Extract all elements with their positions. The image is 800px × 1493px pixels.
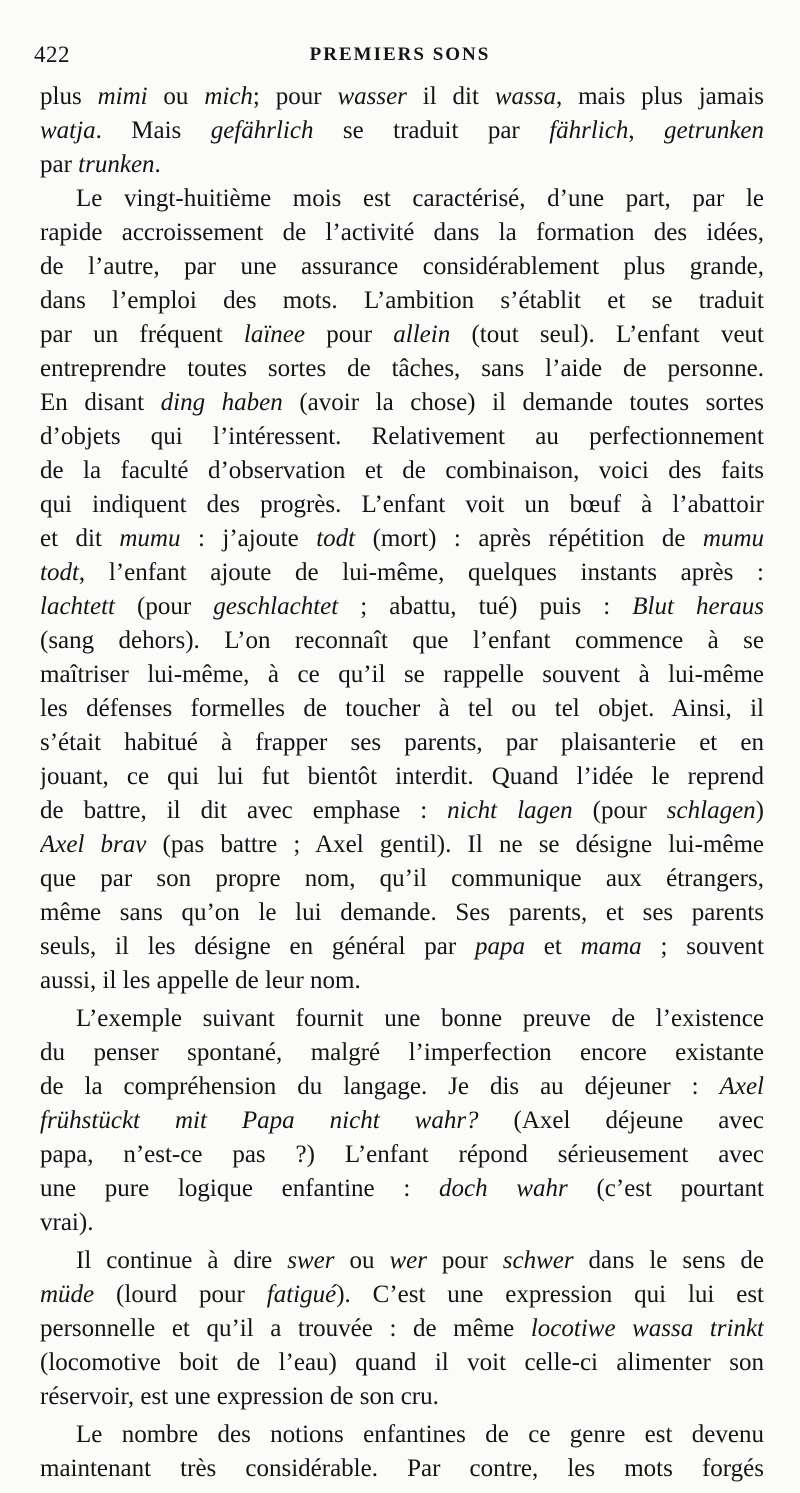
text-run: entreprendre toutes sortes de tâches, sans l’aide de personne. (40, 355, 764, 382)
text-run: de la faculté d’observation et de combinaison, voici des faits (40, 457, 764, 484)
italic-run: nicht lagen (447, 797, 573, 824)
text-line (40, 692, 764, 726)
text-run: et dit (40, 525, 120, 552)
italic-run: wer (389, 1247, 427, 1274)
text-run: ou (334, 1247, 390, 1274)
text-run: par un fréquent (40, 321, 244, 348)
text-run: (pas battre ; Axel gentil). Il ne se désigne lui-même (146, 831, 764, 858)
italic-run: Axel (719, 1073, 764, 1100)
text-run: personnelle et qu’il a trouvée : de même (40, 1315, 531, 1342)
text-run: , l’enfant ajoute de lui-même, quelques instants après : (78, 559, 764, 586)
italic-run: mumu (702, 525, 764, 552)
text-run: ; souvent (641, 933, 764, 960)
text-run: et (524, 933, 581, 960)
text-line (40, 114, 764, 148)
text-run: . Mais (95, 117, 211, 144)
text-run: ; abattu, tué) puis : (338, 593, 633, 620)
text-run: de battre, il dit avec emphase : (40, 797, 448, 824)
text-line (40, 726, 764, 760)
text-run: (Axel déjeune avec (478, 1107, 764, 1134)
text-line (40, 488, 764, 522)
italic-run: getrunken (664, 117, 764, 144)
italic-run: locotiwe wassa trinkt (530, 1315, 764, 1342)
italic-run: geschlachtet (213, 593, 339, 620)
italic-run: Axel brav (40, 831, 147, 858)
text-run: Il continue à dire (76, 1247, 288, 1274)
text-run: de l’autre, par une assurance considérablement plus grande, (40, 253, 764, 280)
text-line (40, 1206, 764, 1240)
text-run: dans l’emploi des mots. L’ambition s’établit et se traduit (40, 287, 764, 314)
italic-run: watja (40, 117, 96, 144)
text-line (40, 522, 764, 556)
italic-run: gefährlich (210, 117, 314, 144)
text-run: ). C’est une expression qui lui est (336, 1281, 764, 1308)
italic-run: wassa (494, 83, 556, 110)
text-line (40, 1244, 764, 1278)
text-line (40, 1036, 764, 1070)
text-line (40, 250, 764, 284)
italic-run: fährlich (549, 117, 629, 144)
italic-run: papa (474, 933, 525, 960)
text-run: une pure logique enfantine : (40, 1175, 440, 1202)
italic-run: schlagen (666, 797, 756, 824)
text-run: (c’est pourtant (567, 1175, 764, 1202)
text-run: L’exemple suivant fournit une bonne preuve de l’existence (76, 1005, 764, 1032)
text-run: rapide accroissement de l’activité dans la formation des idées, (40, 219, 764, 246)
text-run: même sans qu’on le lui demande. Ses parents, et ses parents (40, 899, 764, 926)
text-line (40, 1312, 764, 1346)
italic-run: todt (40, 559, 79, 586)
italic-run: Blut heraus (632, 593, 764, 620)
text-run: (locomotive boit de l’eau) quand il voit celle-ci alimenter son (40, 1349, 764, 1376)
text-line (40, 624, 764, 658)
text-line (40, 1278, 764, 1312)
italic-run: mimi (97, 83, 148, 110)
text-run: aussi, il les appelle de leur nom. (40, 967, 361, 994)
text-run: plus (40, 83, 98, 110)
text-run: par (40, 151, 79, 178)
text-run: Le nombre des notions enfantines de ce genre est devenu (76, 1421, 764, 1448)
text-run: (avoir la chose) il demande toutes sortes (282, 389, 764, 416)
text-line (40, 386, 764, 420)
text-run: : j’ajoute (180, 525, 317, 552)
text-run: d’objets qui l’intéressent. Relativement au perfectionnement (40, 423, 764, 450)
text-run: Le vingt-huitième mois est caractérisé, d’une part, par le (76, 185, 764, 212)
italic-run: lachtett (40, 593, 115, 620)
text-run: pour (426, 1247, 503, 1274)
text-line (40, 658, 764, 692)
text-run: (mort) : après répétition de (355, 525, 703, 552)
text-line (40, 454, 764, 488)
text-line (40, 1452, 764, 1486)
text-run: qui indiquent des progrès. L’enfant voit un bœuf à l’abattoir (40, 491, 764, 518)
text-line (40, 1070, 764, 1104)
text-line (40, 216, 764, 250)
text-run: (pour (114, 593, 214, 620)
italic-run: trunken (78, 151, 155, 178)
text-line (40, 1346, 764, 1380)
text-line (40, 556, 764, 590)
text-line (40, 420, 764, 454)
text-line (40, 352, 764, 386)
text-line (40, 760, 764, 794)
text-line (40, 148, 764, 182)
body-text (40, 80, 764, 1486)
text-run: , mais plus jamais (555, 83, 764, 110)
text-run: (pour (572, 797, 667, 824)
text-run: il dit (406, 83, 495, 110)
text-run: jouant, ce qui lui fut bientôt interdit. Quand l’idée le reprend (40, 763, 764, 790)
running-head (34, 42, 766, 72)
text-run: . (154, 151, 161, 178)
italic-run: allein (393, 321, 451, 348)
text-line (40, 1380, 764, 1414)
text-line (40, 590, 764, 624)
text-run: seuls, il les désigne en général par (40, 933, 475, 960)
text-line (40, 1104, 764, 1138)
italic-run: todt (316, 525, 356, 552)
text-line (40, 182, 764, 216)
text-run: pour (305, 321, 394, 348)
text-run: ; pour (252, 83, 338, 110)
text-line (40, 862, 764, 896)
italic-run: mama (580, 933, 642, 960)
text-run: maintenant très considérable. Par contre, les mots forgés (40, 1455, 764, 1482)
text-run: En disant (40, 389, 161, 416)
text-line (40, 964, 764, 998)
text-line (40, 284, 764, 318)
text-run: du penser spontané, malgré l’imperfection encore existante (40, 1039, 764, 1066)
text-line (40, 1138, 764, 1172)
text-run: (tout seul). L’enfant veut (450, 321, 764, 348)
text-line (40, 318, 764, 352)
text-line (40, 1002, 764, 1036)
text-run: que par son propre nom, qu’il communique aux étrangers, (40, 865, 764, 892)
italic-run: mich (204, 83, 253, 110)
text-run: s’était habitué à frapper ses parents, par plaisanterie et en (40, 729, 764, 756)
text-line (40, 80, 764, 114)
text-run: (sang dehors). L’on reconnaît que l’enfant commence à se (40, 627, 764, 654)
text-run: dans le sens de (573, 1247, 764, 1274)
text-run: ) (755, 797, 764, 824)
text-run: réservoir, est une expression de son cru. (40, 1383, 439, 1410)
text-line (40, 1418, 764, 1452)
text-line (40, 794, 764, 828)
italic-run: mumu (119, 525, 181, 552)
text-run: de la compréhension du langage. Je dis au déjeuner : (40, 1073, 720, 1100)
text-run: vrai). (40, 1209, 94, 1236)
text-run: ou (147, 83, 205, 110)
text-run: (lourd pour (94, 1281, 267, 1308)
italic-run: ding haben (160, 389, 283, 416)
page-number: 422 (34, 42, 70, 67)
text-line (40, 930, 764, 964)
italic-run: müde (40, 1281, 95, 1308)
text-run: papa, n’est-ce pas ?) L’enfant répond sérieusement avec (40, 1141, 764, 1168)
text-run: les défenses formelles de toucher à tel ou tel objet. Ainsi, il (40, 695, 764, 722)
text-line (40, 896, 764, 930)
italic-run: laïnee (243, 321, 305, 348)
text-run: se traduit par (313, 117, 550, 144)
running-title: PREMIERS SONS (309, 44, 491, 65)
italic-run: swer (287, 1247, 335, 1274)
text-line (40, 828, 764, 862)
italic-run: wasser (337, 83, 407, 110)
text-line (40, 1172, 764, 1206)
italic-run: fatigué (266, 1281, 337, 1308)
text-run: , (628, 117, 665, 144)
italic-run: schwer (502, 1247, 574, 1274)
text-run: maîtriser lui-même, à ce qu’il se rappelle souvent à lui-même (40, 661, 764, 688)
italic-run: frühstückt mit Papa nicht wahr? (40, 1107, 479, 1134)
italic-run: doch wahr (439, 1175, 568, 1202)
